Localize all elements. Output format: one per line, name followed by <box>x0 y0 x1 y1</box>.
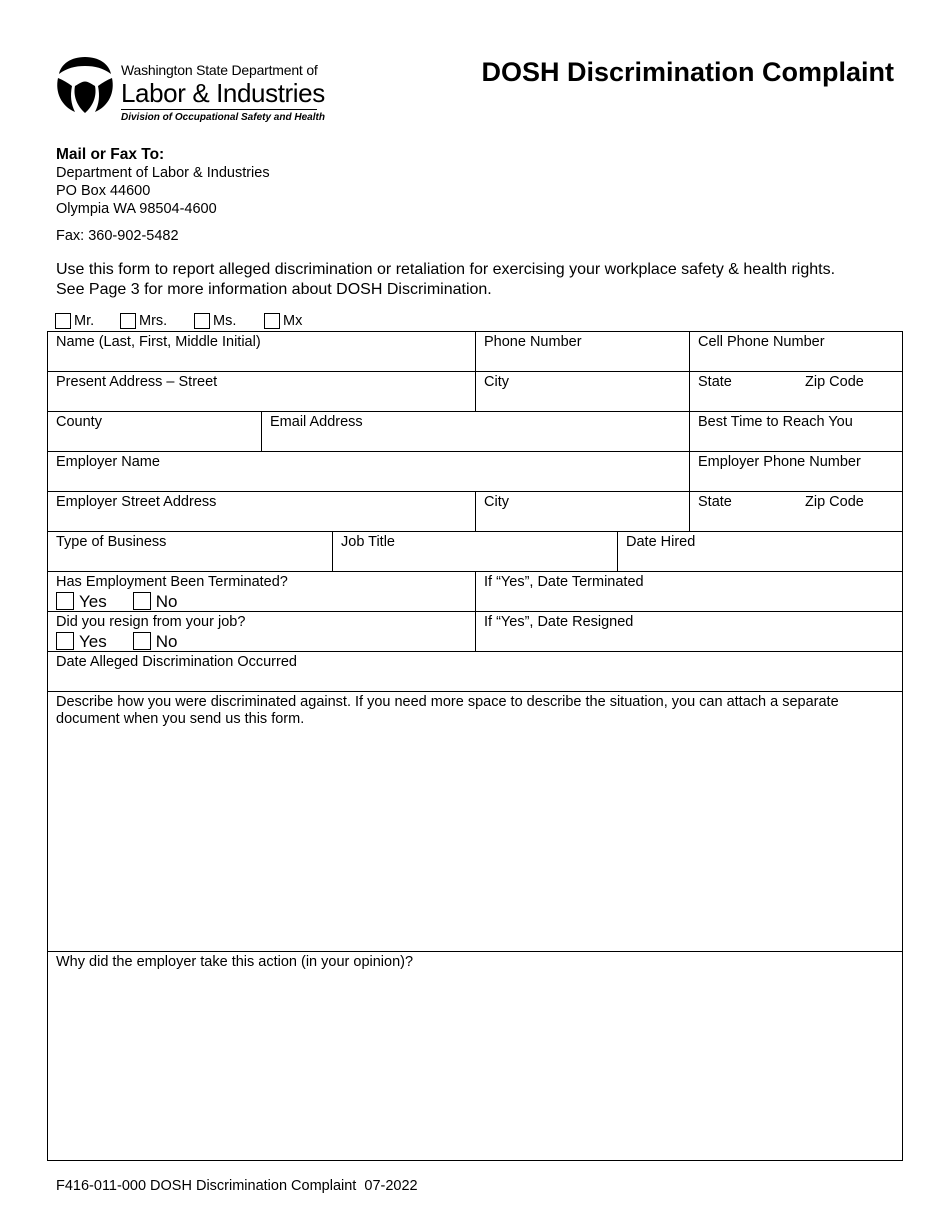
logo-line-3: Division of Occupational Safety and Health <box>121 112 325 123</box>
why-label: Why did the employer take this action (in your opinion)? <box>56 954 414 970</box>
address-field[interactable] <box>48 372 476 412</box>
no-label: No <box>155 631 178 651</box>
resigned-no-option[interactable] <box>133 632 178 650</box>
salutation-mrs[interactable] <box>120 313 167 329</box>
date-hired-label: Date Hired <box>626 534 696 550</box>
intro-line-1: Use this form to report alleged discrimination or retaliation for exercising your workplace safety & health rights. <box>56 261 836 278</box>
city-label: City <box>484 374 509 390</box>
email-label: Email Address <box>270 414 363 430</box>
terminated-options <box>56 592 467 610</box>
form-title: DOSH Discrimination Complaint <box>481 57 894 87</box>
mail-line-2: PO Box 44600 <box>56 183 151 199</box>
checkbox[interactable] <box>56 632 74 650</box>
business-type-field[interactable] <box>48 532 333 572</box>
form-footer: F416-011-000 DOSH Discrimination Complaint 07-2022 <box>56 1178 418 1194</box>
job-title-label: Job Title <box>341 534 395 550</box>
agency-logo <box>55 54 325 129</box>
email-field[interactable] <box>262 412 690 452</box>
describe-textarea[interactable] <box>48 692 902 952</box>
salutation-label: Mx <box>283 313 303 329</box>
date-occurred-field[interactable] <box>48 652 902 692</box>
employer-name-field[interactable] <box>48 452 690 492</box>
checkbox[interactable] <box>194 313 210 329</box>
address-label: Present Address – Street <box>56 374 218 390</box>
city-field[interactable] <box>476 372 690 412</box>
resigned-question <box>48 612 476 652</box>
yes-label: Yes <box>79 631 107 651</box>
state-zip-field[interactable] <box>690 372 902 412</box>
employer-address-field[interactable] <box>48 492 476 532</box>
county-label: County <box>56 414 102 430</box>
checkbox[interactable] <box>120 313 136 329</box>
employer-state-label: State <box>698 494 732 510</box>
employer-phone-label: Employer Phone Number <box>698 454 861 470</box>
logo-line-2: Labor & Industries <box>121 78 325 108</box>
date-resigned-field[interactable] <box>476 612 902 652</box>
terminated-label: Has Employment Been Terminated? <box>56 574 288 590</box>
employer-address-label: Employer Street Address <box>56 494 217 510</box>
salutation-label: Mrs. <box>139 313 168 329</box>
salutation-mx[interactable] <box>264 313 302 329</box>
name-field[interactable] <box>48 332 476 372</box>
salutation-mr[interactable] <box>55 313 94 329</box>
checkbox[interactable] <box>55 313 71 329</box>
resigned-options <box>56 632 467 650</box>
employer-name-label: Employer Name <box>56 454 160 470</box>
date-terminated-field[interactable] <box>476 572 902 612</box>
cell-phone-field[interactable] <box>690 332 902 372</box>
describe-label: Describe how you were discriminated against. If you need more space to describe the situation, you can attach a separate document when you send us this form. <box>56 694 839 727</box>
best-time-field[interactable] <box>690 412 902 452</box>
employer-zip-label: Zip Code <box>805 494 864 510</box>
intro-text <box>56 260 916 300</box>
terminated-yes-option[interactable] <box>56 592 107 610</box>
employer-city-label: City <box>484 494 509 510</box>
complaint-form-table <box>47 331 903 1161</box>
yes-label: Yes <box>79 591 107 611</box>
intro-line-2: See Page 3 for more information about DOSH Discrimination. <box>56 281 492 298</box>
mail-line-3: Olympia WA 98504-4600 <box>56 201 217 217</box>
mail-heading: Mail or Fax To: <box>56 146 165 163</box>
mail-line-1: Department of Labor & Industries <box>56 165 270 181</box>
salutation-label: Ms. <box>213 313 237 329</box>
zip-label: Zip Code <box>805 374 864 390</box>
terminated-no-option[interactable] <box>133 592 178 610</box>
date-terminated-label: If “Yes”, Date Terminated <box>484 574 644 590</box>
terminated-question <box>48 572 476 612</box>
county-field[interactable] <box>48 412 262 452</box>
date-occurred-label: Date Alleged Discrimination Occurred <box>56 654 297 670</box>
state-label: State <box>698 374 732 390</box>
salutation-ms[interactable] <box>194 313 236 329</box>
mail-to-block <box>56 146 270 218</box>
logo-divider <box>121 109 317 110</box>
salutation-label: Mr. <box>74 313 95 329</box>
checkbox[interactable] <box>264 313 280 329</box>
why-textarea[interactable] <box>48 952 902 1160</box>
business-type-label: Type of Business <box>56 534 167 550</box>
resigned-label: Did you resign from your job? <box>56 614 246 630</box>
employer-city-field[interactable] <box>476 492 690 532</box>
date-resigned-label: If “Yes”, Date Resigned <box>484 614 634 630</box>
checkbox[interactable] <box>133 632 151 650</box>
employer-state-zip-field[interactable] <box>690 492 902 532</box>
phone-label: Phone Number <box>484 334 582 350</box>
checkbox[interactable] <box>133 592 151 610</box>
phone-field[interactable] <box>476 332 690 372</box>
fax-number: Fax: 360-902-5482 <box>56 228 179 244</box>
resigned-yes-option[interactable] <box>56 632 107 650</box>
job-title-field[interactable] <box>333 532 618 572</box>
date-hired-field[interactable] <box>618 532 902 572</box>
lni-logo-icon <box>55 56 115 114</box>
checkbox[interactable] <box>56 592 74 610</box>
best-time-label: Best Time to Reach You <box>698 414 853 430</box>
cell-phone-label: Cell Phone Number <box>698 334 825 350</box>
logo-line-1: Washington State Department of <box>121 62 318 78</box>
employer-phone-field[interactable] <box>690 452 902 492</box>
name-label: Name (Last, First, Middle Initial) <box>56 334 261 350</box>
no-label: No <box>155 591 178 611</box>
